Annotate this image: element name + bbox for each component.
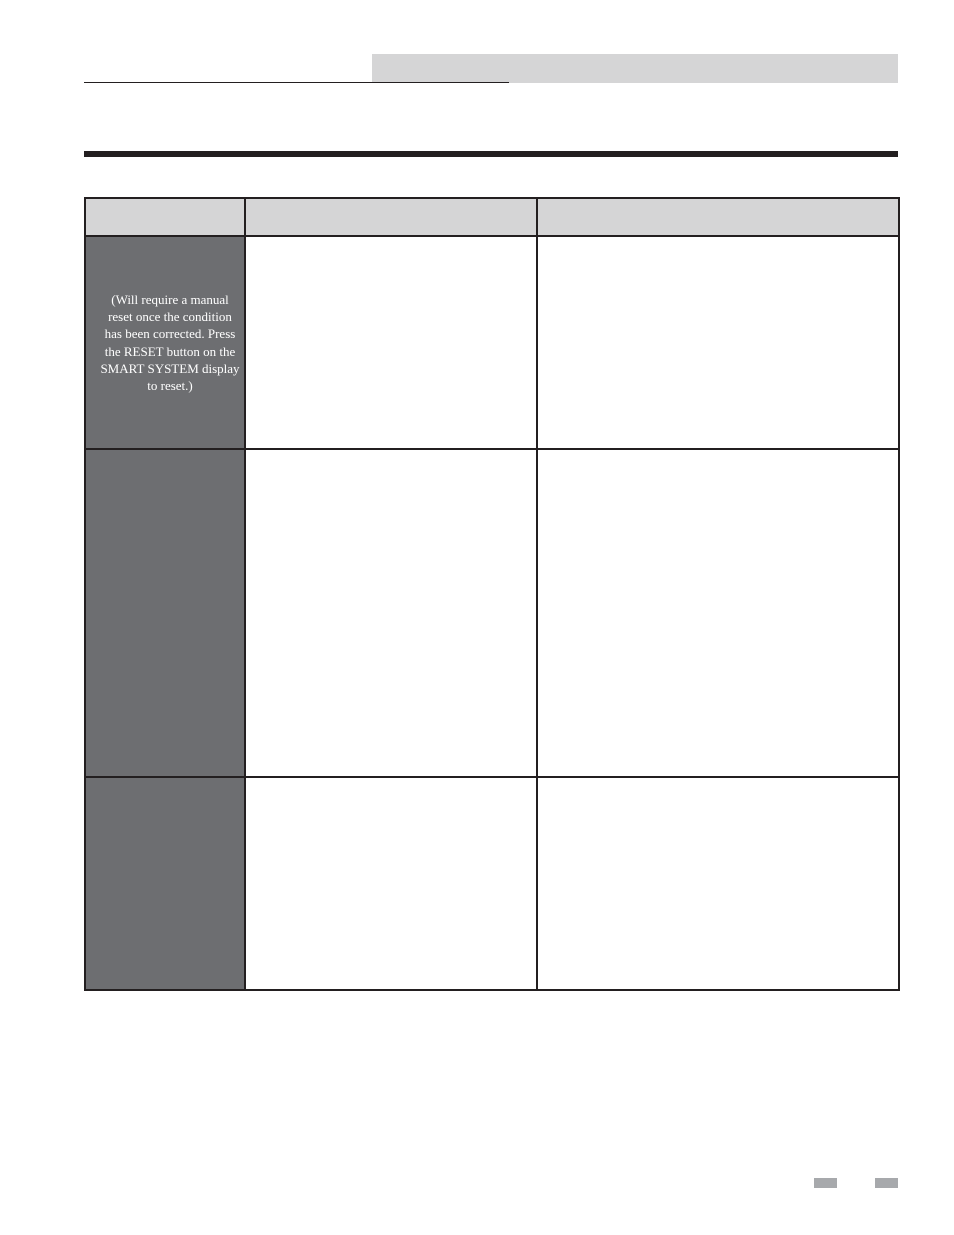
action-cell bbox=[537, 777, 899, 990]
code-cell bbox=[85, 777, 245, 990]
header-code bbox=[85, 198, 245, 236]
header-action bbox=[537, 198, 899, 236]
footer-tab-left bbox=[814, 1178, 837, 1188]
troubleshooting-table bbox=[84, 197, 900, 991]
code-cell bbox=[85, 236, 245, 449]
table-row bbox=[85, 236, 899, 449]
action-cell bbox=[537, 236, 899, 449]
header-rule bbox=[84, 82, 509, 83]
section-rule bbox=[84, 151, 898, 157]
header-description bbox=[245, 198, 537, 236]
troubleshooting-table-wrapper bbox=[84, 197, 898, 991]
header-band bbox=[372, 54, 898, 83]
table-row bbox=[85, 449, 899, 777]
action-cell bbox=[537, 449, 899, 777]
table-row bbox=[85, 777, 899, 990]
code-note: (Will require a manual reset once the condition has been corrected. Press the RESET button on the SMART SYSTEM display to reset.) bbox=[100, 291, 240, 394]
table-header-row bbox=[85, 198, 899, 236]
code-cell bbox=[85, 449, 245, 777]
footer-tab-right bbox=[875, 1178, 898, 1188]
description-cell bbox=[245, 236, 537, 449]
description-cell bbox=[245, 449, 537, 777]
description-cell bbox=[245, 777, 537, 990]
